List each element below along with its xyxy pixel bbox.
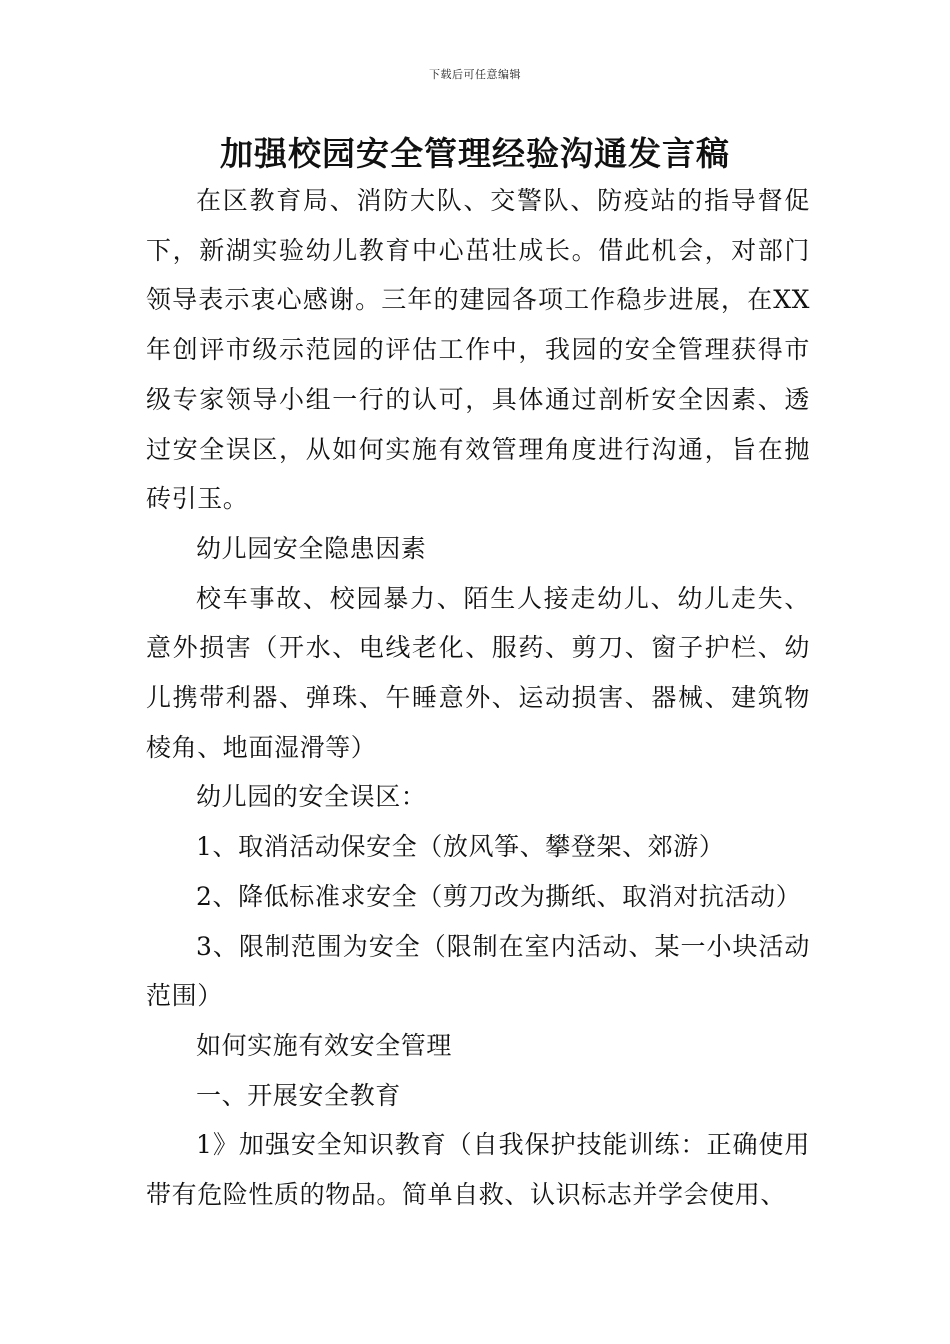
paragraph-misconception-heading: 幼儿园的安全误区：	[196, 782, 427, 812]
paragraph-management-heading: 如何实施有效安全管理	[196, 1030, 453, 1060]
paragraph-section-one: 一、开展安全教育	[196, 1080, 401, 1110]
paragraph-intro: 在区教育局、消防大队、交警队、防疫站的指导督促下，新湖实验幼儿教育中心茁壮成长。借此机会，对部门领导表示衷心感谢。三年的建园各项工作稳步进展，在XX年创评市级示范园的评估工作中，我园的安全管理获得市级专家领导小组一行的认可，具体通过剖析安全因素、透过安全误区，从如何实施有效管理角度进行沟通，旨在抛砖引玉。	[146, 186, 810, 514]
paragraph-hazard-list: 校车事故、校园暴力、陌生人接走幼儿、幼儿走失、意外损害（开水、电线老化、服药、剪刀、窗子护栏、幼儿携带利器、弹珠、午睡意外、运动损害、器械、建筑物棱角、地面湿滑等）	[146, 583, 810, 762]
document-title: 加强校园安全管理经验沟通发言稿	[220, 134, 730, 173]
paragraph-hazard-heading: 幼儿园安全隐患因素	[196, 533, 427, 563]
header-note: 下载后可任意编辑	[429, 68, 521, 81]
document-body	[146, 176, 810, 1220]
paragraph-misconception-3: 3、限制范围为安全（限制在室内活动、某一小块活动范围）	[146, 931, 810, 1011]
paragraph-misconception-2: 2、降低标准求安全（剪刀改为撕纸、取消对抗活动）	[196, 881, 802, 911]
paragraph-misconception-1: 1、取消活动保安全（放风筝、攀登架、郊游）	[196, 832, 725, 862]
paragraph-item-one: 1》加强安全知识教育（自我保护技能训练：正确使用带有危险性质的物品。简单自救、认识标志并学会使用、	[146, 1130, 810, 1210]
